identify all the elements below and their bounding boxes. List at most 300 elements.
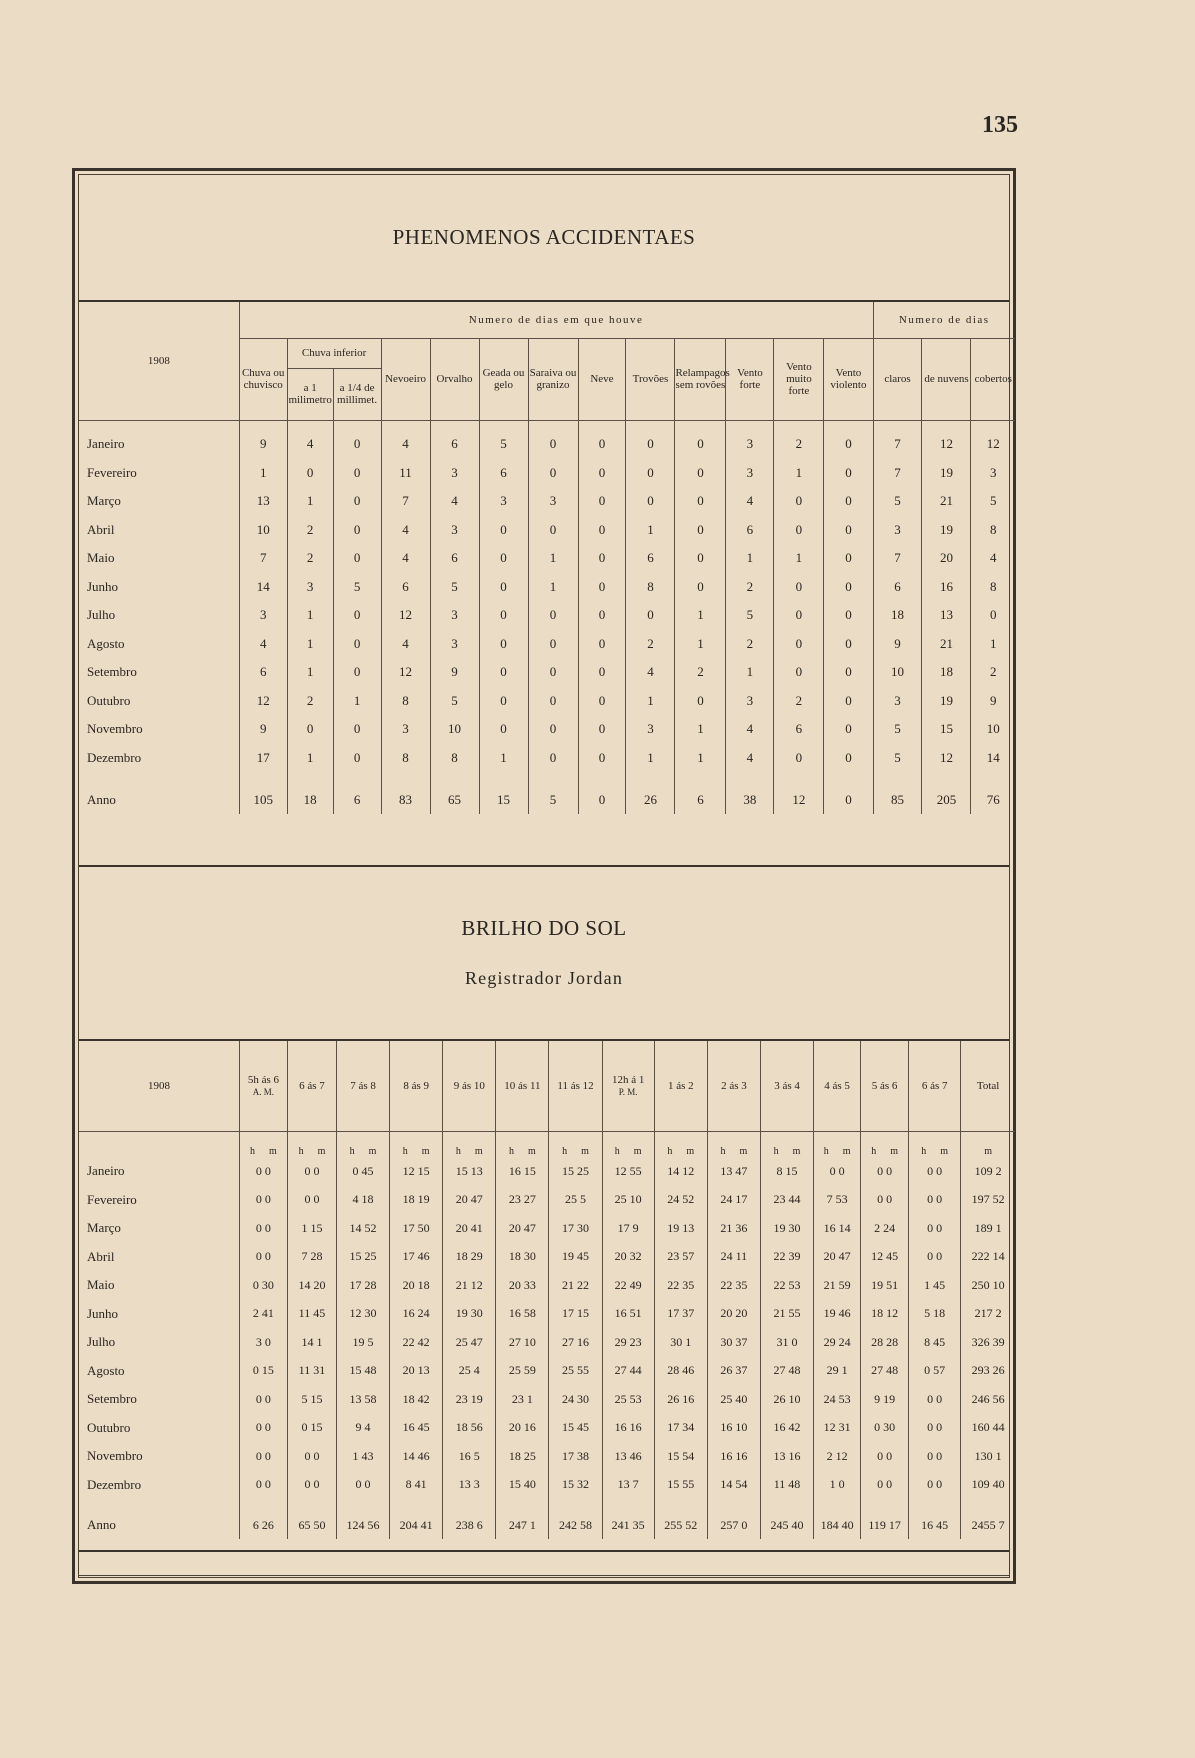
table-cell: 6: [381, 573, 430, 602]
table-cell: 11 31: [287, 1357, 336, 1386]
table-cell: 3: [873, 516, 922, 545]
table-cell: 0 0: [861, 1442, 909, 1471]
table-cell: 1: [479, 744, 528, 773]
spacer-cell: [239, 772, 287, 786]
spacer-cell: [390, 1499, 443, 1511]
table-cell: 18 12: [861, 1300, 909, 1329]
table-cell: 5 15: [287, 1385, 336, 1414]
table-row: [79, 573, 1015, 602]
spacer-cell: [79, 420, 239, 430]
total-cell: 241 35: [602, 1511, 654, 1539]
total-cell: 255 52: [654, 1511, 707, 1539]
table-cell: 19: [922, 459, 971, 488]
table-cell: 0: [578, 573, 626, 602]
table-cell: 13 46: [602, 1442, 654, 1471]
unit-h: h: [349, 1146, 355, 1157]
table-cell: 3 0: [239, 1328, 287, 1357]
table-cell: 4: [971, 544, 1015, 573]
table-cell: 0 0: [287, 1471, 336, 1500]
table-cell: 0 0: [239, 1414, 287, 1443]
table-cell: 0: [626, 459, 675, 488]
unit-cell: [909, 1131, 961, 1157]
table-cell: 4: [381, 544, 430, 573]
month-label: Maio: [87, 1277, 115, 1293]
table-cell: 0: [578, 487, 626, 516]
month-label: Fevereiro: [87, 1191, 137, 1207]
table-cell: 3: [287, 573, 333, 602]
table-row: [79, 744, 1015, 773]
table-cell: 18 29: [443, 1243, 496, 1272]
col-chuva-inferior: Chuva inferior: [287, 338, 381, 368]
unit-cell: [390, 1131, 443, 1157]
table-cell: 0: [626, 430, 675, 459]
table-cell: 4: [430, 487, 479, 516]
table-cell: 12: [381, 658, 430, 687]
table-cell: 0: [675, 487, 726, 516]
table-cell: 6: [239, 658, 287, 687]
table-cell: 20 18: [390, 1271, 443, 1300]
table-cell: 1: [675, 630, 726, 659]
table-cell: 21 55: [760, 1300, 813, 1329]
table-cell: 7 28: [287, 1243, 336, 1272]
table-cell: 0 57: [909, 1357, 961, 1386]
table-cell: 0: [824, 601, 873, 630]
spacer-cell: [726, 420, 774, 430]
table-row: [79, 687, 1015, 716]
table-cell: 6: [774, 715, 824, 744]
unit-cell: [654, 1131, 707, 1157]
table-cell: 7: [873, 544, 922, 573]
sun-col-sub: A. M.: [252, 1086, 275, 1097]
total-cell: 238 6: [443, 1511, 496, 1539]
total-cell: 6: [675, 786, 726, 814]
unit-h: h: [298, 1146, 304, 1157]
table-cell: 16 16: [602, 1414, 654, 1443]
spacer-cell: [528, 420, 578, 430]
table-cell: 16 15: [496, 1157, 549, 1186]
table-cell: 3: [479, 487, 528, 516]
sun-col-label: 11 ás 12: [557, 1079, 594, 1092]
total-cell: 119 17: [861, 1511, 909, 1539]
table-cell: 0 0: [336, 1471, 389, 1500]
spacer-cell: [961, 1499, 1015, 1511]
table-cell: 0: [528, 516, 578, 545]
table-cell: 17 15: [549, 1300, 602, 1329]
table-cell: 0: [971, 601, 1015, 630]
table-cell: 16: [922, 573, 971, 602]
sun-col-label: 9 ás 10: [453, 1079, 485, 1092]
unit-h: h: [921, 1146, 927, 1157]
spacer-cell: [578, 772, 626, 786]
spacer-cell: [774, 420, 824, 430]
sunshine-table: [79, 1041, 1015, 1539]
table-cell: 6: [430, 544, 479, 573]
unit-row: [79, 1131, 1015, 1157]
table-cell: 27 16: [549, 1328, 602, 1357]
unit-h: h: [250, 1146, 256, 1157]
table-cell: 29 23: [602, 1328, 654, 1357]
table-cell: 3: [626, 715, 675, 744]
table-cell: 3: [528, 487, 578, 516]
table-cell: 0 15: [287, 1414, 336, 1443]
table-cell: 0: [774, 630, 824, 659]
unit-h: h: [773, 1146, 779, 1157]
spacer-cell: [814, 1499, 861, 1511]
spacer-cell: [760, 1499, 813, 1511]
table-cell: 1: [239, 459, 287, 488]
table-cell: 2: [971, 658, 1015, 687]
table-cell: 0: [824, 573, 873, 602]
table-cell: 13 7: [602, 1471, 654, 1500]
table-cell: 17 9: [602, 1214, 654, 1243]
table-cell: 22 35: [654, 1271, 707, 1300]
table-cell: 3: [430, 601, 479, 630]
unit-spacer: [79, 1131, 239, 1157]
table-cell: 17 34: [654, 1414, 707, 1443]
table-cell: 0 0: [239, 1442, 287, 1471]
total-cell: 6 26: [239, 1511, 287, 1539]
sun-col-header: [814, 1041, 861, 1131]
table-cell: 25 59: [496, 1357, 549, 1386]
table-cell: 0 0: [239, 1186, 287, 1215]
table-cell: 16 5: [443, 1442, 496, 1471]
sun-col-header: [549, 1041, 602, 1131]
spacer-cell: [626, 772, 675, 786]
sun-col-label: 6 ás 7: [921, 1079, 948, 1092]
table-cell: 12 31: [814, 1414, 861, 1443]
col-relampagos: Relampagos sem rovões: [675, 338, 726, 420]
table-cell: 0: [675, 573, 726, 602]
col-claros: claros: [873, 338, 922, 420]
table-cell: 12 45: [861, 1243, 909, 1272]
unit-cell: [707, 1131, 760, 1157]
total-cell: 205: [922, 786, 971, 814]
table-cell: 18: [922, 658, 971, 687]
month-label: Agosto: [87, 1362, 125, 1378]
spacer-cell: [381, 772, 430, 786]
table-cell: 1: [528, 544, 578, 573]
month-label: Outubro: [87, 692, 131, 708]
table-cell: 17 38: [549, 1442, 602, 1471]
table-cell: 23 44: [760, 1186, 813, 1215]
table-cell: 19 30: [760, 1214, 813, 1243]
table-cell: 16 58: [496, 1300, 549, 1329]
unit-cell: [814, 1131, 861, 1157]
table-cell: 23 19: [443, 1385, 496, 1414]
table-cell: 26 16: [654, 1385, 707, 1414]
table-cell: 15 13: [443, 1157, 496, 1186]
month-label: Janeiro: [87, 1163, 125, 1179]
total-cell: 0: [824, 786, 873, 814]
table-cell: 19 51: [861, 1271, 909, 1300]
table-cell: 0: [479, 687, 528, 716]
table-row: [79, 487, 1015, 516]
table-cell: 8: [971, 573, 1015, 602]
phenomena-bottom-rule: [79, 865, 1009, 867]
table-row: [79, 1471, 1015, 1500]
table-cell: 17: [239, 744, 287, 773]
spacer-cell: [333, 772, 381, 786]
table-cell: 0: [774, 601, 824, 630]
table-cell: 0 0: [287, 1186, 336, 1215]
table-cell: 0: [675, 459, 726, 488]
total-cell: 2455 7: [961, 1511, 1015, 1539]
table-row: [79, 1328, 1015, 1357]
spacer-cell: [675, 420, 726, 430]
total-cell: 12: [774, 786, 824, 814]
table-cell: 0 0: [909, 1414, 961, 1443]
table-cell: 3: [430, 459, 479, 488]
month-label: Novembro: [87, 1448, 143, 1464]
table-cell: 17 28: [336, 1271, 389, 1300]
table-cell: 12: [922, 744, 971, 773]
table-cell: 19 30: [443, 1300, 496, 1329]
table-cell: 0: [479, 630, 528, 659]
month-label: Dezembro: [87, 749, 142, 765]
table-cell: 2: [675, 658, 726, 687]
spacer-cell: [922, 772, 971, 786]
table-cell: 0: [479, 601, 528, 630]
table-cell: 10: [430, 715, 479, 744]
col-trovoes: Trovões: [626, 338, 675, 420]
table-cell: 0: [578, 544, 626, 573]
table-cell: 17 50: [390, 1214, 443, 1243]
table-cell: 7 53: [814, 1186, 861, 1215]
table-cell: 5: [971, 487, 1015, 516]
table-cell: 0: [578, 459, 626, 488]
table-cell: 25 40: [707, 1385, 760, 1414]
sun-col-label: 5h ás 6: [247, 1073, 280, 1086]
table-cell: 4 18: [336, 1186, 389, 1215]
table-cell: 25 4: [443, 1357, 496, 1386]
table-cell: 26 10: [760, 1385, 813, 1414]
sun-col-label: 4 ás 5: [824, 1079, 850, 1092]
table-cell: 20 47: [443, 1186, 496, 1215]
table-cell: 27 44: [602, 1357, 654, 1386]
table-cell: 0: [333, 487, 381, 516]
table-cell: 4: [381, 430, 430, 459]
total-cell: 38: [726, 786, 774, 814]
table-cell: 0 0: [239, 1157, 287, 1186]
table-cell: 0 15: [239, 1357, 287, 1386]
table-cell: 0: [774, 516, 824, 545]
total-cell: 245 40: [760, 1511, 813, 1539]
total-cell: 124 56: [336, 1511, 389, 1539]
table-cell: 18: [873, 601, 922, 630]
table-cell: 22 49: [602, 1271, 654, 1300]
table-cell: 0 0: [909, 1214, 961, 1243]
table-cell: 0: [333, 630, 381, 659]
total-cell: 15: [479, 786, 528, 814]
unit-m: m: [269, 1146, 277, 1157]
unit-cell: [443, 1131, 496, 1157]
total-cell: 83: [381, 786, 430, 814]
table-cell: 1: [287, 744, 333, 773]
total-label: Anno: [87, 1517, 116, 1532]
table-cell: 12 15: [390, 1157, 443, 1186]
table-cell: 0: [578, 715, 626, 744]
table-cell: 0: [824, 459, 873, 488]
table-cell: 0 0: [287, 1442, 336, 1471]
group-header-days: Numero de dias em que houve: [239, 302, 873, 338]
month-label: Janeiro: [87, 436, 125, 452]
sun-col-label: 6 ás 7: [299, 1079, 325, 1092]
sun-col-label: 5 ás 6: [871, 1079, 898, 1092]
sun-col-label: 1 ás 2: [667, 1079, 694, 1092]
table-row: [79, 1214, 1015, 1243]
table-cell: 6: [726, 516, 774, 545]
table-row: [79, 544, 1015, 573]
table-cell: 0: [333, 658, 381, 687]
total-cell: 26: [626, 786, 675, 814]
month-label: Março: [87, 1220, 121, 1236]
table-cell: 0 0: [239, 1471, 287, 1500]
table-cell: 1: [287, 630, 333, 659]
table-cell: 14 1: [287, 1328, 336, 1357]
spacer-cell: [479, 772, 528, 786]
table-cell: 4: [726, 744, 774, 773]
table-cell: 15 40: [496, 1471, 549, 1500]
table-cell: 3: [726, 687, 774, 716]
table-cell: 0 0: [239, 1385, 287, 1414]
table-cell: 14: [971, 744, 1015, 773]
sunshine-bottom-rule: [79, 1550, 1009, 1552]
table-cell: 2 12: [814, 1442, 861, 1471]
table-cell: 22 53: [760, 1271, 813, 1300]
table-cell: 19 5: [336, 1328, 389, 1357]
table-cell: 0: [528, 430, 578, 459]
table-cell: 18 19: [390, 1186, 443, 1215]
table-row: [79, 1414, 1015, 1443]
table-cell: 13 16: [760, 1442, 813, 1471]
table-cell: 0 30: [861, 1414, 909, 1443]
table-cell: 27 48: [861, 1357, 909, 1386]
table-cell: 30 37: [707, 1328, 760, 1357]
table-cell: 25 55: [549, 1357, 602, 1386]
sun-col-header: [602, 1041, 654, 1131]
phenomena-year: 1908: [147, 354, 170, 367]
table-row: [79, 430, 1015, 459]
table-cell: 2: [726, 573, 774, 602]
phenomena-table: [79, 302, 1015, 814]
table-cell: 1 0: [814, 1471, 861, 1500]
spacer-cell: [824, 420, 873, 430]
table-cell: 9: [239, 715, 287, 744]
table-cell: 0: [675, 430, 726, 459]
table-cell: 0 30: [239, 1271, 287, 1300]
table-cell: 9 19: [861, 1385, 909, 1414]
table-cell: 21 22: [549, 1271, 602, 1300]
table-cell: 23 27: [496, 1186, 549, 1215]
table-row: [79, 459, 1015, 488]
total-cell: 76: [971, 786, 1015, 814]
table-cell: 3: [726, 430, 774, 459]
table-row: [79, 658, 1015, 687]
table-cell: 0: [824, 715, 873, 744]
month-label: Abril: [87, 521, 115, 537]
table-cell: 2: [774, 430, 824, 459]
unit-m: m: [317, 1146, 326, 1157]
unit-cell: [496, 1131, 549, 1157]
total-cell: 242 58: [549, 1511, 602, 1539]
sun-col-label: 10 ás 11: [504, 1079, 541, 1092]
table-row: [79, 1385, 1015, 1414]
spacer-cell: [430, 772, 479, 786]
table-cell: 3: [726, 459, 774, 488]
spacer-cell: [239, 420, 287, 430]
col-orvalho: Orvalho: [430, 338, 479, 420]
table-cell: 0: [578, 687, 626, 716]
table-cell: 222 14: [961, 1243, 1015, 1272]
table-cell: 326 39: [961, 1328, 1015, 1357]
table-cell: 25 53: [602, 1385, 654, 1414]
sun-col-label: 3 ás 4: [774, 1079, 800, 1092]
spacer-cell: [479, 420, 528, 430]
unit-m: m: [633, 1146, 642, 1157]
table-cell: 5: [479, 430, 528, 459]
table-cell: 18 30: [496, 1243, 549, 1272]
unit-h: h: [455, 1146, 461, 1157]
unit-h: h: [823, 1146, 829, 1157]
table-cell: 189 1: [961, 1214, 1015, 1243]
col-cobertos: cobertos: [971, 338, 1015, 420]
table-cell: 0: [479, 573, 528, 602]
col-vento-violento: Vento violento: [824, 338, 873, 420]
unit-m: m: [890, 1146, 898, 1157]
table-cell: 25 10: [602, 1186, 654, 1215]
total-row: [79, 1511, 1015, 1539]
table-cell: 0: [675, 516, 726, 545]
table-cell: 1: [287, 658, 333, 687]
table-cell: 5: [873, 715, 922, 744]
table-cell: 8: [626, 573, 675, 602]
sun-col-sub: P. M.: [618, 1086, 638, 1097]
unit-cell: [602, 1131, 654, 1157]
table-cell: 27 10: [496, 1328, 549, 1357]
table-cell: 15 54: [654, 1442, 707, 1471]
table-cell: 0: [824, 658, 873, 687]
unit-m: m: [842, 1146, 851, 1157]
col-nevoeiro: Nevoeiro: [381, 338, 430, 420]
table-cell: 6: [479, 459, 528, 488]
sunshine-title: BRILHO DO SOL: [461, 916, 627, 940]
table-cell: 0: [626, 487, 675, 516]
table-cell: 6: [430, 430, 479, 459]
col-quarter-mm: a 1/4 de millimet.: [333, 368, 381, 420]
table-cell: 0: [333, 430, 381, 459]
table-cell: 20: [922, 544, 971, 573]
table-cell: 8 15: [760, 1157, 813, 1186]
table-cell: 4: [726, 715, 774, 744]
unit-h: h: [871, 1146, 877, 1157]
month-label: Junho: [87, 1305, 119, 1321]
spacer-cell: [922, 420, 971, 430]
spacer-cell: [528, 772, 578, 786]
total-cell: 105: [239, 786, 287, 814]
table-cell: 9: [873, 630, 922, 659]
table-cell: 9 4: [336, 1414, 389, 1443]
table-cell: 12 55: [602, 1157, 654, 1186]
table-cell: 14 52: [336, 1214, 389, 1243]
table-cell: 22 35: [707, 1271, 760, 1300]
table-cell: 20 20: [707, 1300, 760, 1329]
total-cell: 65 50: [287, 1511, 336, 1539]
table-cell: 3: [873, 687, 922, 716]
table-cell: 31 0: [760, 1328, 813, 1357]
table-cell: 20 47: [814, 1243, 861, 1272]
table-cell: 16 16: [707, 1442, 760, 1471]
table-cell: 15 55: [654, 1471, 707, 1500]
